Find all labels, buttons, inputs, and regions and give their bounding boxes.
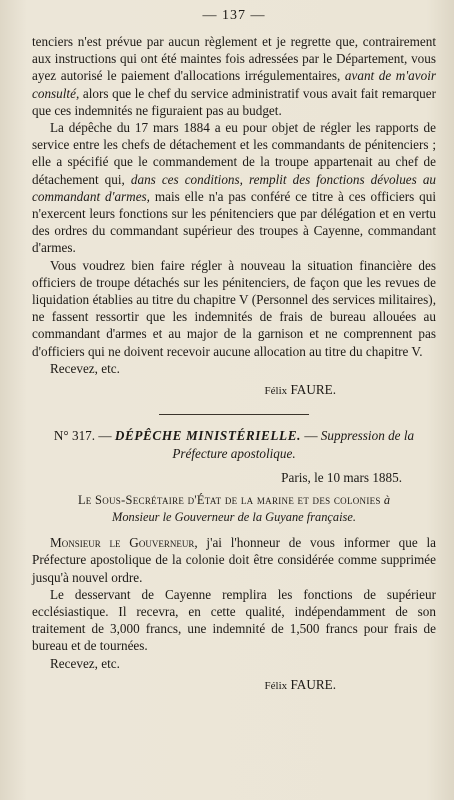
paragraph-5: Le desservant de Cayenne remplira les fonctions de supérieur ecclésiastique. Il recevra, en cette qualité, indépendamment de son traitement de 3,000 francs, une indemnité de 1,500 francs pour frais de bureau et de tournées. — [32, 586, 436, 654]
text-run: tenciers n'est prévue par aucun règlement et je regrette que, contrairement aux instructions qui ont été maintes fois adressées par le Département, vous ayez autorisé le paiement d'allocations irrégulementaires, — [32, 34, 436, 84]
signature-last-name: FAURE. — [290, 676, 336, 692]
text-run: j'ai l'honneur de vous informer que la Préfecture apostolique de la colonie doit être considérée comme supprimée jusqu'à nouvel ordre. — [32, 535, 436, 585]
closing: Recevez, etc. — [50, 360, 120, 376]
sender: Le Sous-Secrétaire d'État de la marine et des colonies — [77, 493, 381, 508]
dash: — — [95, 428, 115, 444]
salutation: Monsieur le Gouverneur, — [50, 535, 198, 551]
address-line — [32, 492, 436, 526]
dateline: Paris, le 10 mars 1885. — [281, 470, 402, 486]
letter-2 — [32, 427, 436, 695]
text-run: La dépêche du 17 mars 1884 a eu pour objet de régler les rapports de service entre les chefs de détachement et les commandants de pénitenciers ; elle a spécifié que le commandement de la troupe appartenait au chef de détachement qui, — [32, 120, 436, 187]
paragraph-2 — [32, 119, 436, 257]
signature-last-name: FAURE. — [290, 382, 336, 398]
signature-first-name: Félix — [264, 679, 288, 692]
page-number: — 137 — — [202, 8, 266, 23]
signature — [32, 676, 436, 695]
letter-1 — [32, 33, 436, 400]
dispatch-subject: Suppression de la Préfecture apostolique. — [172, 428, 415, 461]
recipient: Monsieur le Gouverneur de la Guyane française. — [112, 510, 356, 525]
italic-run: avant de m'avoir consulté, — [32, 68, 436, 101]
paragraph-1 — [32, 33, 436, 119]
text-run: mais elle n'a pas conféré ce titre à ces officiers qui n'exercent leurs fonctions sur les pénitenciers que par délégation et en vertu des ordres du commandant supérieur des troupes à Cayenne, commandant d'armes. — [32, 188, 436, 256]
italic-run: dans ces conditions, remplit des fonctions dévolues au commandant d'armes, — [32, 171, 437, 204]
address-preposition: à — [380, 493, 391, 508]
signature — [32, 381, 436, 400]
dash: — — [301, 428, 321, 444]
signature-first-name: Félix — [264, 385, 288, 398]
paragraph-4 — [32, 534, 436, 586]
dispatch-heading — [32, 427, 436, 462]
dispatch-title: DÉPÊCHE MINISTÉRIELLE. — [114, 428, 302, 444]
section-divider — [159, 414, 309, 415]
paragraph-3: Vous voudrez bien faire régler à nouveau la situation financière des officiers de troupe détachés sur les pénitenciers, de façon que les revues de liquidation établies au titre du chapitre V (Personnel des services militaires), ne fassent ressortir que les indemnités de frais de bureau allouées au commandant d'armes et au major de la garnison et ne comprennent pas d'officiers qui ne doivent recevoir aucune allocation au titre du chapitre V. — [32, 257, 436, 359]
text-run: alors que le chef du service administratif vous avait fait remarquer que ces indemnités ne figuraient pas au budget. — [32, 85, 436, 118]
closing: Recevez, etc. — [50, 655, 120, 671]
dispatch-number: N° 317. — [53, 428, 96, 444]
